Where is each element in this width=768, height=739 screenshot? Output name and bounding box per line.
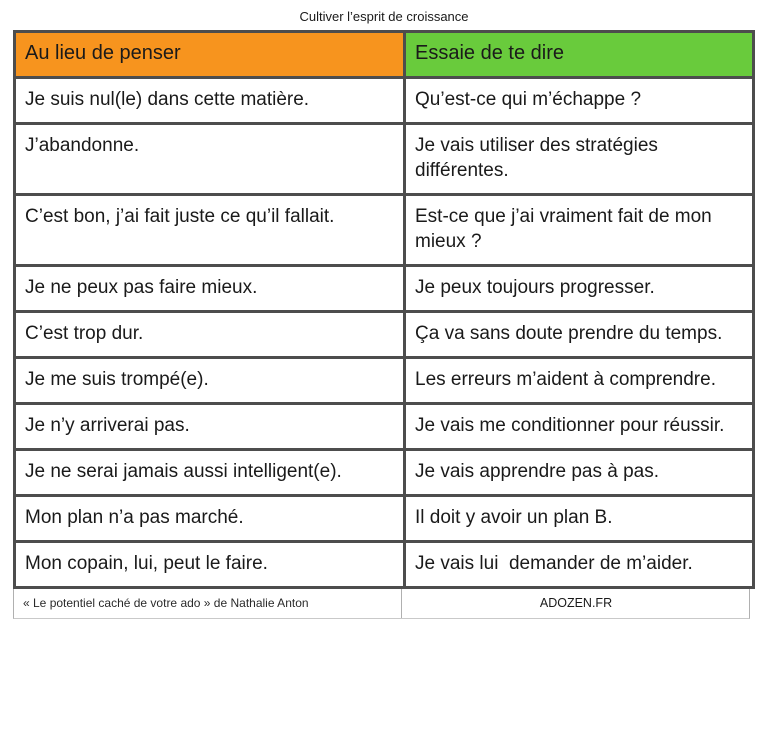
cell-try-to-tell-yourself: Je vais me conditionner pour réussir. bbox=[405, 404, 754, 450]
cell-instead-of-thinking: Je suis nul(le) dans cette matière. bbox=[15, 78, 405, 124]
table-row bbox=[15, 195, 754, 266]
cell-instead-of-thinking: C’est bon, j’ai fait juste ce qu’il fallait. bbox=[15, 195, 405, 266]
table-row bbox=[15, 358, 754, 404]
table-row bbox=[15, 78, 754, 124]
cell-instead-of-thinking: Je n’y arriverai pas. bbox=[15, 404, 405, 450]
cell-try-to-tell-yourself: Est-ce que j’ai vraiment fait de mon mieux ? bbox=[405, 195, 754, 266]
cell-instead-of-thinking: Mon copain, lui, peut le faire. bbox=[15, 542, 405, 588]
cell-try-to-tell-yourself: Je vais lui demander de m’aider. bbox=[405, 542, 754, 588]
table-row bbox=[15, 266, 754, 312]
cell-instead-of-thinking: Mon plan n’a pas marché. bbox=[15, 496, 405, 542]
header-row bbox=[15, 32, 754, 78]
cell-try-to-tell-yourself: Je peux toujours progresser. bbox=[405, 266, 754, 312]
cell-try-to-tell-yourself: Je vais apprendre pas à pas. bbox=[405, 450, 754, 496]
table-row bbox=[15, 312, 754, 358]
table-row bbox=[15, 404, 754, 450]
page-title: Cultiver l’esprit de croissance bbox=[299, 9, 469, 24]
cell-try-to-tell-yourself: Qu’est-ce qui m’échappe ? bbox=[405, 78, 754, 124]
source-credit: « Le potentiel caché de votre ado » de Nathalie Anton bbox=[14, 589, 402, 618]
cell-instead-of-thinking: C’est trop dur. bbox=[15, 312, 405, 358]
growth-mindset-table bbox=[13, 30, 755, 589]
cell-instead-of-thinking: Je ne serai jamais aussi intelligent(e). bbox=[15, 450, 405, 496]
table-footer bbox=[13, 589, 750, 619]
table-body bbox=[15, 78, 754, 588]
table-row bbox=[15, 124, 754, 195]
cell-try-to-tell-yourself: Je vais utiliser des stratégies différentes. bbox=[405, 124, 754, 195]
cell-instead-of-thinking: J’abandonne. bbox=[15, 124, 405, 195]
table-row bbox=[15, 450, 754, 496]
cell-try-to-tell-yourself: Les erreurs m’aident à comprendre. bbox=[405, 358, 754, 404]
column-header-try-to-tell-yourself: Essaie de te dire bbox=[405, 32, 754, 78]
table-row bbox=[15, 496, 754, 542]
cell-instead-of-thinking: Je me suis trompé(e). bbox=[15, 358, 405, 404]
column-header-instead-of-thinking: Au lieu de penser bbox=[15, 32, 405, 78]
cell-try-to-tell-yourself: Il doit y avoir un plan B. bbox=[405, 496, 754, 542]
table-row bbox=[15, 542, 754, 588]
cell-try-to-tell-yourself: Ça va sans doute prendre du temps. bbox=[405, 312, 754, 358]
cell-instead-of-thinking: Je ne peux pas faire mieux. bbox=[15, 266, 405, 312]
website-label: ADOZEN.FR bbox=[539, 596, 613, 610]
